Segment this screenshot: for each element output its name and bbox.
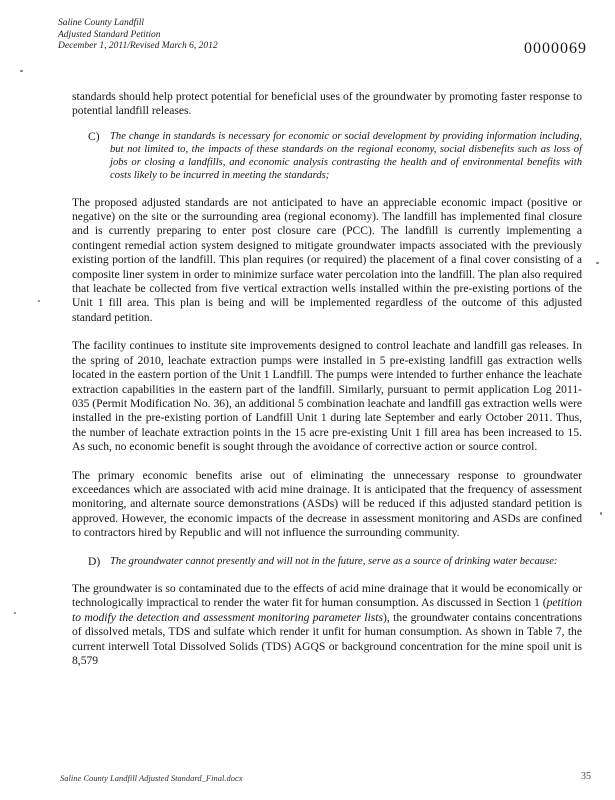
paragraph-5-part-b: ), the groundwater contains concentrations of dissolved metals, TDS and sulfate which render it unfit for human consumption. As shown in Table 7, the current interwell Total Dissolved Solids (TDS) AGQS or background concentration for the mine spoil unit is 8,579 xyxy=(72,610,582,667)
criterion-d xyxy=(88,555,582,569)
scan-speck xyxy=(14,612,16,614)
document-footer: Saline County Landfill Adjusted Standard_Final.docx xyxy=(60,773,243,783)
paragraph-4: The primary economic benefits arise out of eliminating the unnecessary response to groundwater exceedances which are associated with acid mine drainage. It is anticipated that the frequency of assessment monitoring, and alternate source demonstrations (ASDs) will be reduced if this adjusted standard petition is approved. However, the economic impacts of the decrease in assessment monitoring and ASDs are confined to contractors hired by Republic and will not influence the surrounding community. xyxy=(72,468,582,540)
paragraph-5 xyxy=(72,582,582,668)
paragraph-2: The proposed adjusted standards are not anticipated to have an appreciable economic impact (positive or negative) on the site or the surrounding area (regional economy). The landfill has implemented final closure and is currently preparing to enter post closure care (PCC). The landfill is currently implementing a contingent remedial action system designed to mitigate groundwater impacts associated with the previously existing portion of the landfill. This plan requires (or required) the placement of a final cover consisting of a composite liner system in order to minimize surface water percolation into the landfill. The plan also required that leachate be collected from five vertical extraction wells installed within the pre-existing portions of the Unit 1 fill area. This plan is being and will be implemented regardless of the outcome of this adjusted standard petition. xyxy=(72,195,582,324)
paragraph-3: The facility continues to institute site improvements designed to control leachate and landfill gas releases. In the spring of 2010, leachate extraction pumps were installed in 5 pre-existing landfill gas extraction wells located in the eastern portion of the Unit 1 Landfill. The pumps were intended to further enhance the leachate extraction capabilities in the eastern part of the landfill. Similarly, pursuant to permit application Log 2011-035 (Permit Modification No. 36), an additional 5 combination leachate and landfill gas extraction wells were installed in the pre-existing portion of Landfill Unit 1 during late September and early October 2011. Thus, the number of leachate extraction points in the 15 acre pre-existing Unit 1 fill area has been increased to 15. As such, no economic benefit is sought through the avoidance of corrective action or source control. xyxy=(72,339,582,454)
header-line-2: Adjusted Standard Petition xyxy=(58,29,161,40)
paragraph-5-italic: petition to modify the detection and assessment monitoring parameter lists xyxy=(72,596,582,624)
document-number: 0000069 xyxy=(524,40,587,57)
header-line-1: Saline County Landfill xyxy=(58,18,145,28)
scan-speck xyxy=(596,262,599,264)
criterion-c xyxy=(88,130,582,183)
header-line-3: December 1, 2011/Revised March 6, 2012 xyxy=(58,41,218,51)
paragraph-1: standards should help protect potential for beneficial uses of the groundwater by promoting faster response to potential landfill releases. xyxy=(72,90,582,118)
document-header xyxy=(58,18,218,53)
paragraph-5-part-a: The groundwater is so contaminated due to the effects of acid mine drainage that it would be economically or technologically impractical to render the water fit for human consumption. As discussed in Section 1 ( xyxy=(72,581,582,610)
page-number: 35 xyxy=(581,771,591,782)
criterion-c-label: C) xyxy=(88,129,100,143)
scan-speck xyxy=(38,300,40,302)
scan-speck xyxy=(600,512,602,515)
criterion-d-label: D) xyxy=(88,554,101,568)
document-body xyxy=(72,90,582,668)
criterion-d-text: The groundwater cannot presently and will not in the future, serve as a source of drinking water because: xyxy=(110,555,558,567)
scan-speck xyxy=(20,70,23,72)
criterion-c-text: The change in standards is necessary for economic or social development by providing information including, but not limited to, the impacts of these standards on the regional economy, social disbenefits such as loss of jobs or closing a landfills, and economic analysis contrasting the health and of environmental benefits with costs likely to be incurred in meeting the standards; xyxy=(110,130,582,182)
